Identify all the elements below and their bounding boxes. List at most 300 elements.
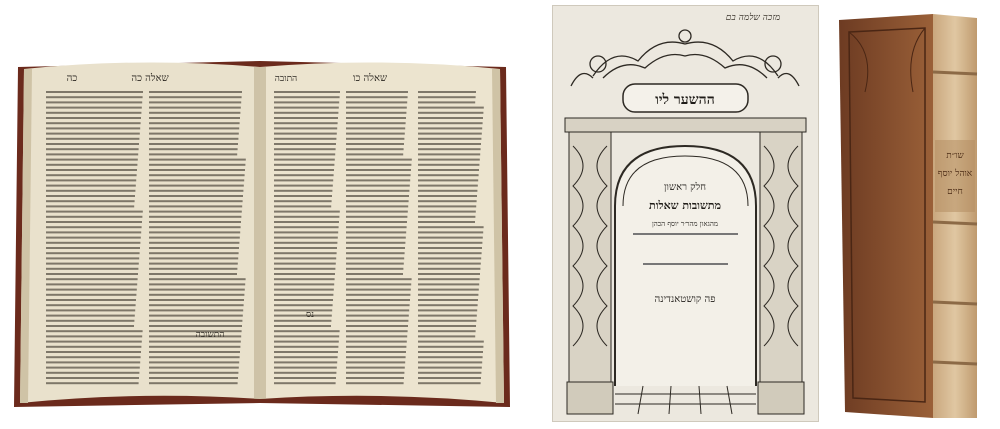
text-line	[418, 361, 482, 363]
text-line	[46, 231, 141, 233]
text-line	[149, 190, 243, 192]
text-line	[346, 382, 404, 384]
text-line	[346, 164, 411, 166]
text-line	[346, 226, 407, 228]
text-line	[149, 356, 240, 358]
right-page-running-head: התובה	[274, 74, 298, 84]
text-line	[418, 335, 475, 337]
text-line	[418, 148, 481, 150]
text-line	[346, 351, 406, 353]
text-line	[418, 164, 479, 166]
text-line	[149, 320, 242, 322]
text-line	[46, 205, 134, 207]
text-line	[346, 138, 404, 140]
title-page-drawing	[553, 6, 818, 421]
text-line	[46, 226, 142, 228]
text-line	[346, 159, 412, 161]
text-line	[274, 377, 336, 379]
text-line	[274, 143, 336, 145]
text-line	[274, 122, 338, 124]
text-line	[46, 200, 135, 202]
text-line	[46, 294, 136, 296]
text-line	[346, 216, 407, 218]
text-line	[274, 169, 334, 171]
text-line	[418, 216, 475, 218]
text-line	[46, 263, 139, 265]
text-line	[274, 263, 336, 265]
text-line	[346, 341, 407, 343]
text-line	[149, 273, 237, 275]
text-line	[418, 221, 475, 223]
text-line	[149, 122, 240, 124]
text-line	[418, 351, 483, 353]
text-line	[149, 101, 241, 103]
left-page-footer-word: התשובה	[195, 330, 225, 340]
text-line	[346, 117, 406, 119]
text-line	[418, 112, 483, 114]
text-line	[149, 138, 238, 140]
text-line	[418, 330, 476, 332]
text-line	[346, 247, 405, 249]
text-line	[46, 242, 140, 244]
text-line	[46, 112, 141, 114]
text-line	[46, 268, 138, 270]
text-line	[418, 247, 482, 249]
text-line	[149, 351, 240, 353]
text-line	[149, 252, 239, 254]
text-line	[274, 335, 339, 337]
text-line	[149, 315, 243, 317]
text-line	[274, 190, 332, 192]
text-line	[418, 289, 479, 291]
text-line	[274, 148, 336, 150]
bound-book-spine-photo	[835, 12, 985, 422]
text-line	[418, 127, 482, 129]
text-line	[274, 361, 337, 363]
text-line	[274, 101, 339, 103]
text-line	[46, 148, 139, 150]
text-line	[274, 112, 338, 114]
text-line	[418, 211, 476, 213]
text-line	[46, 174, 137, 176]
text-line	[346, 143, 404, 145]
text-line	[418, 185, 478, 187]
text-line	[418, 346, 483, 348]
text-line	[418, 294, 478, 296]
text-line	[149, 294, 244, 296]
left-pedestal	[567, 382, 613, 414]
text-line	[149, 133, 239, 135]
text-line	[46, 320, 134, 322]
text-line	[274, 216, 339, 218]
spine-drawing	[835, 12, 985, 422]
text-line	[149, 226, 241, 228]
text-line	[46, 315, 135, 317]
author-line: מהגאון מהר׳ר יוסף הכהן	[651, 220, 719, 228]
text-line	[346, 315, 409, 317]
text-line	[274, 372, 336, 374]
text-line	[418, 190, 477, 192]
text-line	[418, 200, 477, 202]
text-line	[149, 341, 241, 343]
arch-title: ההשער ליו	[655, 92, 715, 108]
text-line	[274, 211, 340, 213]
text-line	[274, 252, 337, 254]
text-line	[346, 299, 410, 301]
text-line	[346, 325, 408, 327]
text-line	[46, 257, 139, 259]
text-line	[149, 159, 246, 161]
text-line	[346, 268, 403, 270]
text-line	[418, 143, 481, 145]
text-line	[46, 101, 142, 103]
text-line	[46, 185, 136, 187]
text-line	[274, 294, 333, 296]
text-line	[346, 107, 407, 109]
text-line	[274, 242, 337, 244]
text-line	[149, 148, 238, 150]
text-line	[149, 179, 244, 181]
text-line	[418, 367, 482, 369]
text-line	[46, 377, 139, 379]
text-line	[418, 252, 482, 254]
text-line	[46, 237, 141, 239]
text-line	[346, 211, 408, 213]
text-line	[149, 200, 243, 202]
text-line	[274, 341, 339, 343]
left-page-header: שאלה כה	[131, 73, 169, 84]
text-line	[149, 367, 239, 369]
text-line	[418, 107, 484, 109]
text-line	[418, 257, 481, 259]
text-line	[346, 133, 405, 135]
text-line	[46, 335, 142, 337]
text-line	[274, 226, 339, 228]
text-line	[274, 174, 334, 176]
text-line	[418, 283, 479, 285]
text-line	[149, 299, 244, 301]
text-line	[149, 382, 238, 384]
text-line	[46, 153, 138, 155]
text-line	[346, 205, 408, 207]
text-line	[149, 221, 241, 223]
text-line	[149, 143, 238, 145]
text-line	[346, 96, 408, 98]
text-line	[418, 278, 480, 280]
text-line	[46, 195, 135, 197]
text-line	[46, 346, 141, 348]
text-line	[418, 268, 480, 270]
text-line	[346, 153, 403, 155]
text-line	[149, 361, 239, 363]
text-line	[149, 346, 240, 348]
text-line	[274, 159, 335, 161]
text-line	[346, 263, 404, 265]
text-line	[274, 231, 338, 233]
text-line	[149, 91, 242, 93]
text-line	[46, 372, 139, 374]
text-line	[149, 195, 243, 197]
text-line	[46, 325, 134, 327]
text-line	[274, 356, 338, 358]
text-line	[418, 174, 479, 176]
text-line	[346, 91, 408, 93]
text-line	[418, 226, 484, 228]
text-line	[418, 169, 479, 171]
text-line	[149, 325, 242, 327]
text-line	[149, 257, 238, 259]
text-line	[346, 112, 406, 114]
text-line	[46, 127, 140, 129]
text-line	[274, 185, 333, 187]
text-line	[346, 309, 409, 311]
text-line	[149, 127, 239, 129]
text-line	[418, 195, 477, 197]
text-line	[346, 195, 409, 197]
text-line	[149, 153, 237, 155]
text-line	[274, 289, 334, 291]
text-line	[346, 242, 405, 244]
text-line	[46, 138, 139, 140]
text-line	[149, 268, 237, 270]
right-page-header: שאלה כו	[352, 73, 388, 84]
text-line	[418, 96, 476, 98]
text-line	[46, 117, 141, 119]
work-title: מתשובות שאלות	[648, 199, 722, 212]
text-line	[149, 164, 245, 166]
text-line	[346, 122, 406, 124]
text-line	[418, 179, 478, 181]
text-line	[149, 304, 244, 306]
text-line	[149, 372, 238, 374]
text-line	[418, 356, 483, 358]
text-line	[346, 283, 411, 285]
text-line	[149, 309, 243, 311]
text-line	[46, 252, 140, 254]
text-line	[346, 367, 405, 369]
text-line	[46, 143, 139, 145]
text-line	[418, 231, 483, 233]
text-line	[46, 169, 137, 171]
text-line	[346, 289, 411, 291]
text-line	[274, 351, 338, 353]
text-line	[346, 127, 405, 129]
text-line	[418, 304, 478, 306]
text-line	[346, 278, 412, 280]
text-line	[346, 377, 404, 379]
text-line	[274, 91, 340, 93]
text-line	[346, 320, 408, 322]
text-line	[418, 320, 476, 322]
text-line	[418, 153, 480, 155]
spine-label-line3: חיים	[947, 187, 963, 197]
text-line	[274, 133, 337, 135]
right-pedestal	[758, 382, 804, 414]
text-line	[46, 356, 141, 358]
text-line	[274, 330, 340, 332]
text-line	[346, 330, 408, 332]
text-line	[418, 263, 481, 265]
text-line	[274, 268, 335, 270]
text-line	[46, 299, 136, 301]
text-line	[274, 304, 333, 306]
text-line	[274, 278, 335, 280]
text-line	[346, 101, 407, 103]
text-line	[418, 117, 483, 119]
text-line	[46, 278, 138, 280]
text-line	[149, 185, 244, 187]
text-line	[149, 247, 239, 249]
text-line	[346, 304, 410, 306]
text-line	[149, 112, 240, 114]
text-line	[149, 242, 239, 244]
text-line	[274, 320, 331, 322]
text-line	[46, 216, 142, 218]
open-book-drawing	[10, 55, 515, 415]
text-line	[346, 185, 410, 187]
text-line	[346, 200, 409, 202]
text-line	[46, 159, 138, 161]
left-page-number: כה	[66, 73, 78, 84]
text-line	[418, 299, 478, 301]
text-line	[274, 179, 333, 181]
text-line	[274, 257, 336, 259]
text-line	[346, 174, 411, 176]
text-line	[46, 309, 135, 311]
text-line	[46, 122, 141, 124]
title-page-photo	[552, 5, 819, 422]
title-page-handwriting: מזכה שלמה בם	[725, 13, 781, 23]
right-column	[760, 132, 802, 382]
text-line	[274, 315, 332, 317]
text-line	[418, 122, 483, 124]
text-line	[149, 211, 242, 213]
text-line	[149, 263, 238, 265]
text-line	[274, 153, 335, 155]
text-line	[346, 273, 403, 275]
text-line	[346, 190, 409, 192]
text-line	[46, 179, 136, 181]
text-line	[346, 221, 407, 223]
text-line	[418, 273, 480, 275]
text-line	[46, 367, 140, 369]
text-line	[346, 294, 410, 296]
text-line	[418, 101, 475, 103]
open-book-photo	[10, 55, 515, 415]
text-line	[274, 221, 339, 223]
text-line	[46, 91, 143, 93]
text-line	[418, 377, 481, 379]
text-line	[149, 117, 240, 119]
text-line	[418, 91, 476, 93]
text-line	[418, 315, 477, 317]
text-line	[274, 346, 338, 348]
text-line	[346, 356, 406, 358]
text-line	[149, 169, 245, 171]
text-line	[46, 211, 143, 213]
gutter-shadow	[254, 67, 266, 399]
text-line	[149, 96, 242, 98]
text-line	[346, 252, 405, 254]
text-line	[274, 127, 337, 129]
text-line	[46, 107, 142, 109]
right-page-footer-word: נס	[305, 310, 315, 320]
text-line	[274, 200, 332, 202]
text-line	[274, 205, 331, 207]
text-line	[149, 107, 241, 109]
text-line	[149, 289, 245, 291]
text-line	[418, 205, 476, 207]
text-line	[149, 231, 240, 233]
text-line	[418, 138, 481, 140]
volume-line: חלק ראשון	[663, 182, 707, 193]
text-line	[418, 372, 481, 374]
text-line	[46, 96, 143, 98]
text-line	[149, 174, 245, 176]
text-line	[274, 247, 337, 249]
entablature	[565, 118, 806, 132]
text-line	[46, 304, 136, 306]
text-line	[418, 341, 484, 343]
text-line	[46, 283, 137, 285]
text-line	[149, 237, 240, 239]
text-line	[346, 361, 405, 363]
text-line	[274, 325, 331, 327]
text-line	[46, 341, 142, 343]
text-line	[149, 216, 241, 218]
text-line	[346, 169, 411, 171]
text-line	[418, 237, 483, 239]
text-line	[418, 382, 481, 384]
text-line	[46, 164, 137, 166]
text-line	[274, 367, 337, 369]
left-column	[569, 132, 611, 382]
text-line	[149, 283, 245, 285]
city-line: פה קושטאנדינה	[654, 294, 716, 305]
text-line	[418, 159, 480, 161]
text-line	[46, 273, 138, 275]
text-line	[274, 237, 338, 239]
text-line	[274, 164, 334, 166]
text-line	[346, 148, 404, 150]
text-line	[46, 221, 142, 223]
text-line	[274, 273, 335, 275]
text-line	[46, 289, 137, 291]
text-line	[346, 372, 404, 374]
text-line	[274, 309, 332, 311]
text-line	[274, 107, 339, 109]
text-line	[149, 205, 242, 207]
text-line	[418, 242, 482, 244]
text-line	[346, 257, 404, 259]
text-line	[46, 190, 135, 192]
text-line	[346, 237, 406, 239]
text-line	[46, 133, 140, 135]
text-line	[418, 325, 476, 327]
text-line	[346, 335, 407, 337]
spine-label-line1: שו״ת	[946, 151, 964, 161]
text-line	[149, 377, 238, 379]
spine-label-line2: אוהל יוסף	[937, 169, 973, 179]
text-line	[274, 283, 334, 285]
text-line	[346, 231, 406, 233]
text-line	[274, 299, 333, 301]
text-line	[46, 382, 139, 384]
text-line	[274, 138, 336, 140]
text-line	[418, 133, 482, 135]
text-line	[46, 361, 140, 363]
text-line	[418, 309, 477, 311]
